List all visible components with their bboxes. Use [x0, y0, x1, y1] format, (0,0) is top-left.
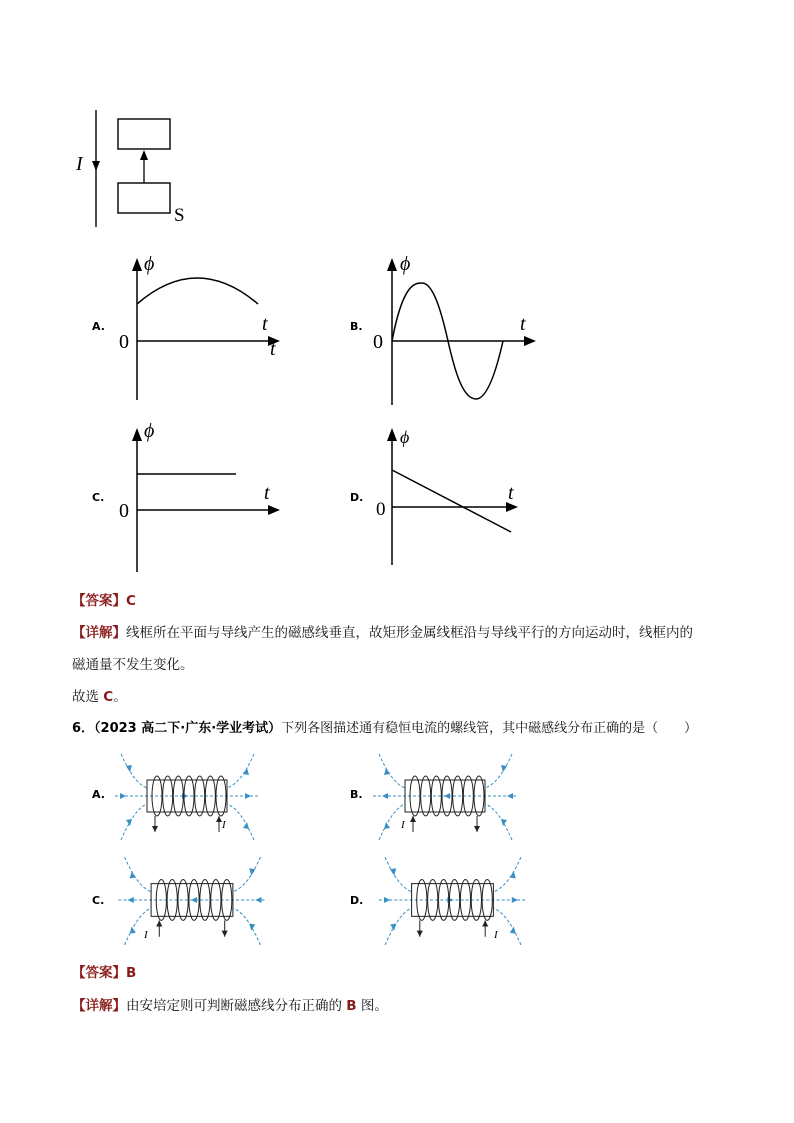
q5-c-origin-label: 0	[119, 500, 129, 522]
question-number: 6．	[72, 721, 95, 736]
q6-solenoid-d	[373, 855, 533, 947]
q5-conclusion-line	[72, 685, 127, 705]
q5-a-origin-label: 0	[119, 331, 129, 353]
q5-c-y-axis-label: ϕ	[144, 420, 155, 442]
q6-option-c-label[interactable]: C.	[92, 894, 105, 907]
q5-d-y-axis-label: ϕ	[400, 427, 410, 447]
q6-a-current-label: I	[222, 819, 226, 831]
q5-b-x-axis-label: t	[520, 313, 526, 335]
q5-a-y-axis-label: ϕ	[144, 253, 155, 275]
question-text: 下列各图描述通有稳恒电流的螺线管，其中磁感线分布正确的是（ ）	[281, 721, 698, 736]
current-label: I	[76, 153, 83, 175]
answer-value: C	[126, 593, 136, 609]
q5-detail-line-2: 磁通量不发生变化。	[72, 657, 194, 673]
detail-tag: 【详解】	[72, 998, 126, 1014]
detail-suffix: 图。	[356, 998, 388, 1014]
q5-option-b-label[interactable]: B.	[350, 320, 363, 333]
answer-value: B	[126, 965, 137, 981]
q5-c-x-axis-label: t	[264, 482, 270, 504]
q5-a-x-axis-label: t	[262, 313, 268, 335]
q6-option-d-label[interactable]: D.	[350, 894, 364, 907]
answer-tag: 【答案】	[72, 965, 126, 981]
conclusion-prefix: 故选	[72, 689, 104, 705]
q5-b-origin-label: 0	[373, 331, 383, 353]
detail-prefix: 由安培定则可判断磁感线分布正确的	[126, 998, 347, 1014]
q5-d-origin-label: 0	[376, 499, 386, 520]
q6-detail-line	[72, 994, 388, 1014]
q5-a-x-axis-label-extra: t	[270, 338, 276, 360]
answer-tag: 【答案】	[72, 593, 126, 609]
detail-text: 线框所在平面与导线产生的磁感线垂直，故矩形金属线框沿与导线平行的方向运动时，线框内的	[126, 625, 693, 641]
detail-answer: B	[346, 998, 357, 1014]
q5-d-x-axis-label: t	[508, 482, 514, 504]
q6-d-current-label: I	[494, 929, 498, 941]
q6-solenoid-b	[373, 752, 518, 842]
loop-label: S	[174, 205, 185, 226]
q6-c-current-label: I	[144, 929, 148, 941]
q5-b-y-axis-label: ϕ	[400, 253, 411, 275]
q6-solenoid-c	[115, 855, 270, 947]
q5-option-a-label[interactable]: A.	[92, 320, 105, 333]
question-source: （2023 高二下·广东·学业考试）	[94, 721, 282, 736]
q6-b-current-label: I	[401, 819, 405, 831]
q6-solenoid-a	[115, 752, 260, 842]
detail-tag: 【详解】	[72, 625, 126, 641]
q6-option-b-label[interactable]: B.	[350, 788, 363, 801]
q6-answer-line	[72, 961, 136, 981]
q6-option-a-label[interactable]: A.	[92, 788, 105, 801]
q5-detail-line-1	[72, 621, 693, 641]
q5-option-c-label[interactable]: C.	[92, 491, 105, 504]
conclusion-answer: C	[103, 689, 114, 705]
conclusion-suffix: 。	[113, 689, 127, 705]
q5-option-d-label[interactable]: D.	[350, 491, 364, 504]
q6-question	[72, 717, 697, 736]
q5-answer-line	[72, 589, 136, 609]
